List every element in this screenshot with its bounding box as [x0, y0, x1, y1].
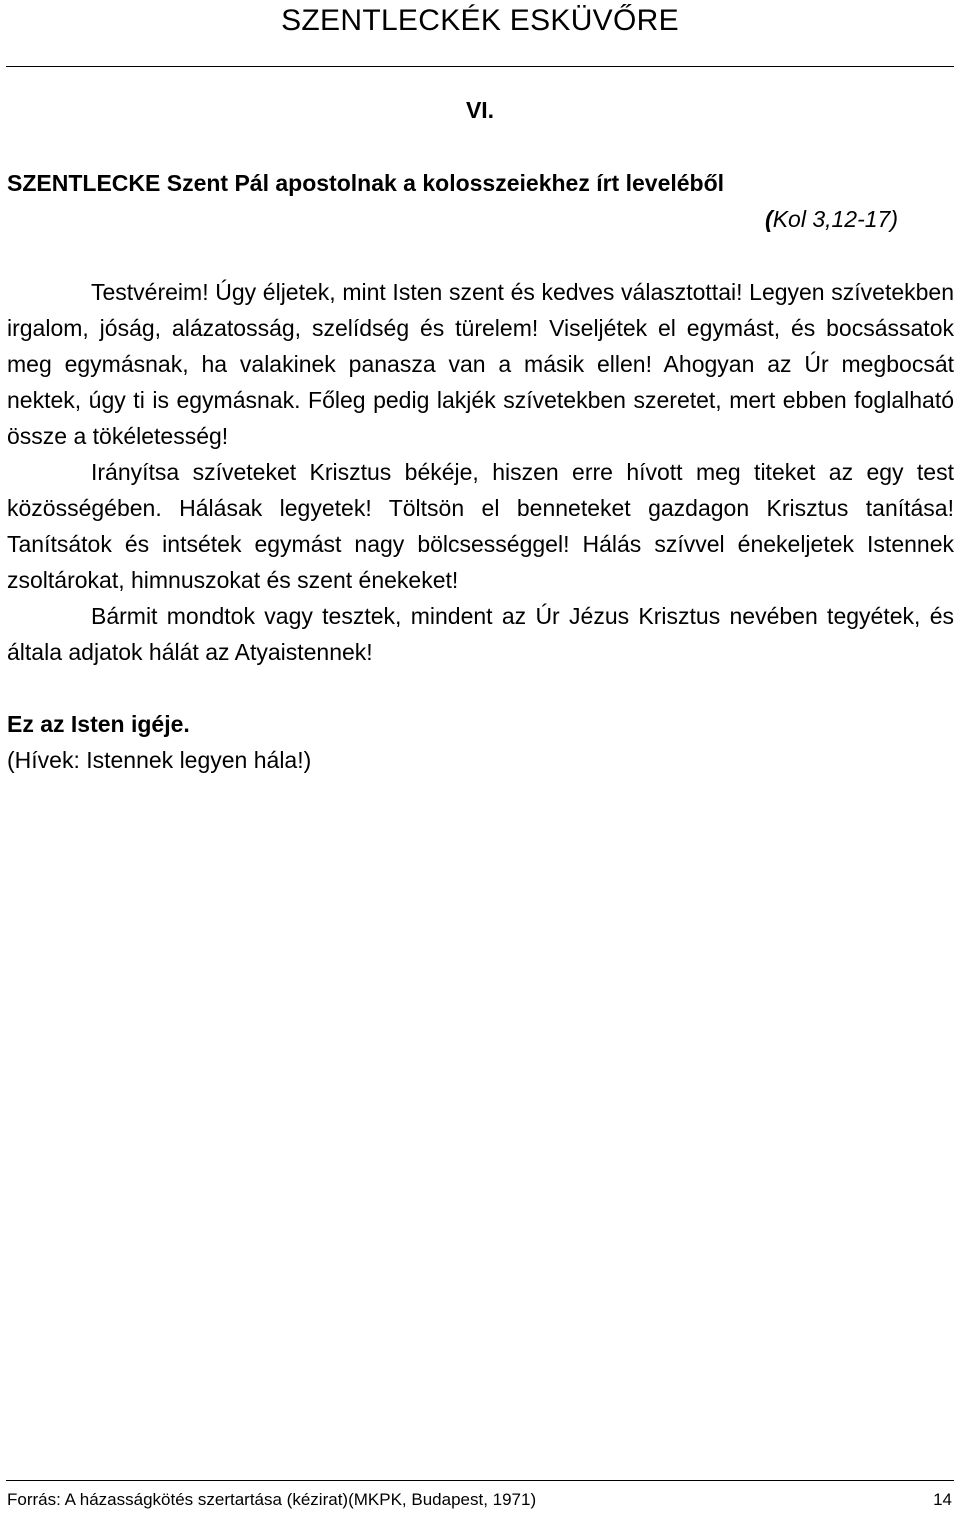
footer-source: Forrás: A házasságkötés szertartása (kézirat)(MKPK, Budapest, 1971)	[7, 1490, 537, 1509]
header-divider	[6, 66, 954, 67]
reading-paragraph: Bármit mondtok vagy tesztek, mindent az Úr Jézus Krisztus nevében tegyétek, és általa adjatok hálát az Atyaistennek!	[7, 603, 954, 665]
reference-citation: Kol 3,12-17)	[772, 206, 898, 232]
reading-paragraph: Irányítsa szíveteket Krisztus békéje, hiszen erre hívott meg titeket az egy test közösségében. Hálásak legyetek! Töltsön el benneteket gazdagon Krisztus tanítása! Tanítsátok és intsétek egymást nagy bölcsességgel! Hálás szívvel énekeljetek Istennek zsoltárokat, himnuszokat és szent énekeket!	[7, 459, 954, 593]
congregation-response: (Hívek: Istennek legyen hála!)	[7, 747, 312, 773]
reading-reference	[765, 203, 898, 235]
section-number: VI.	[465, 97, 495, 123]
reading-closing: Ez az Isten igéje.	[7, 711, 190, 737]
reading-heading: SZENTLECKE Szent Pál apostolnak a kolosszeiekhez írt leveléből	[7, 170, 725, 196]
reference-open-paren: (	[765, 206, 773, 232]
reading-paragraph: Testvéreim! Úgy éljetek, mint Isten szent és kedves választottai! Legyen szívetekben irgalom, jóság, alázatosság, szelídség és türelem! Viseljétek el egymást, és bocsássatok meg egymásnak, ha valakinek panasza van a másik ellen! Ahogyan az Úr megbocsát nektek, úgy ti is egymásnak. Főleg pedig lakjék szívetekben szeretet, mert ebben foglalható össze a tökéletesség!	[7, 279, 954, 449]
page-header-title: SZENTLECKÉK ESKÜVŐRE	[281, 4, 679, 37]
page-number: 14	[933, 1490, 952, 1509]
footer-divider	[6, 1480, 954, 1481]
reading-body	[7, 274, 954, 670]
